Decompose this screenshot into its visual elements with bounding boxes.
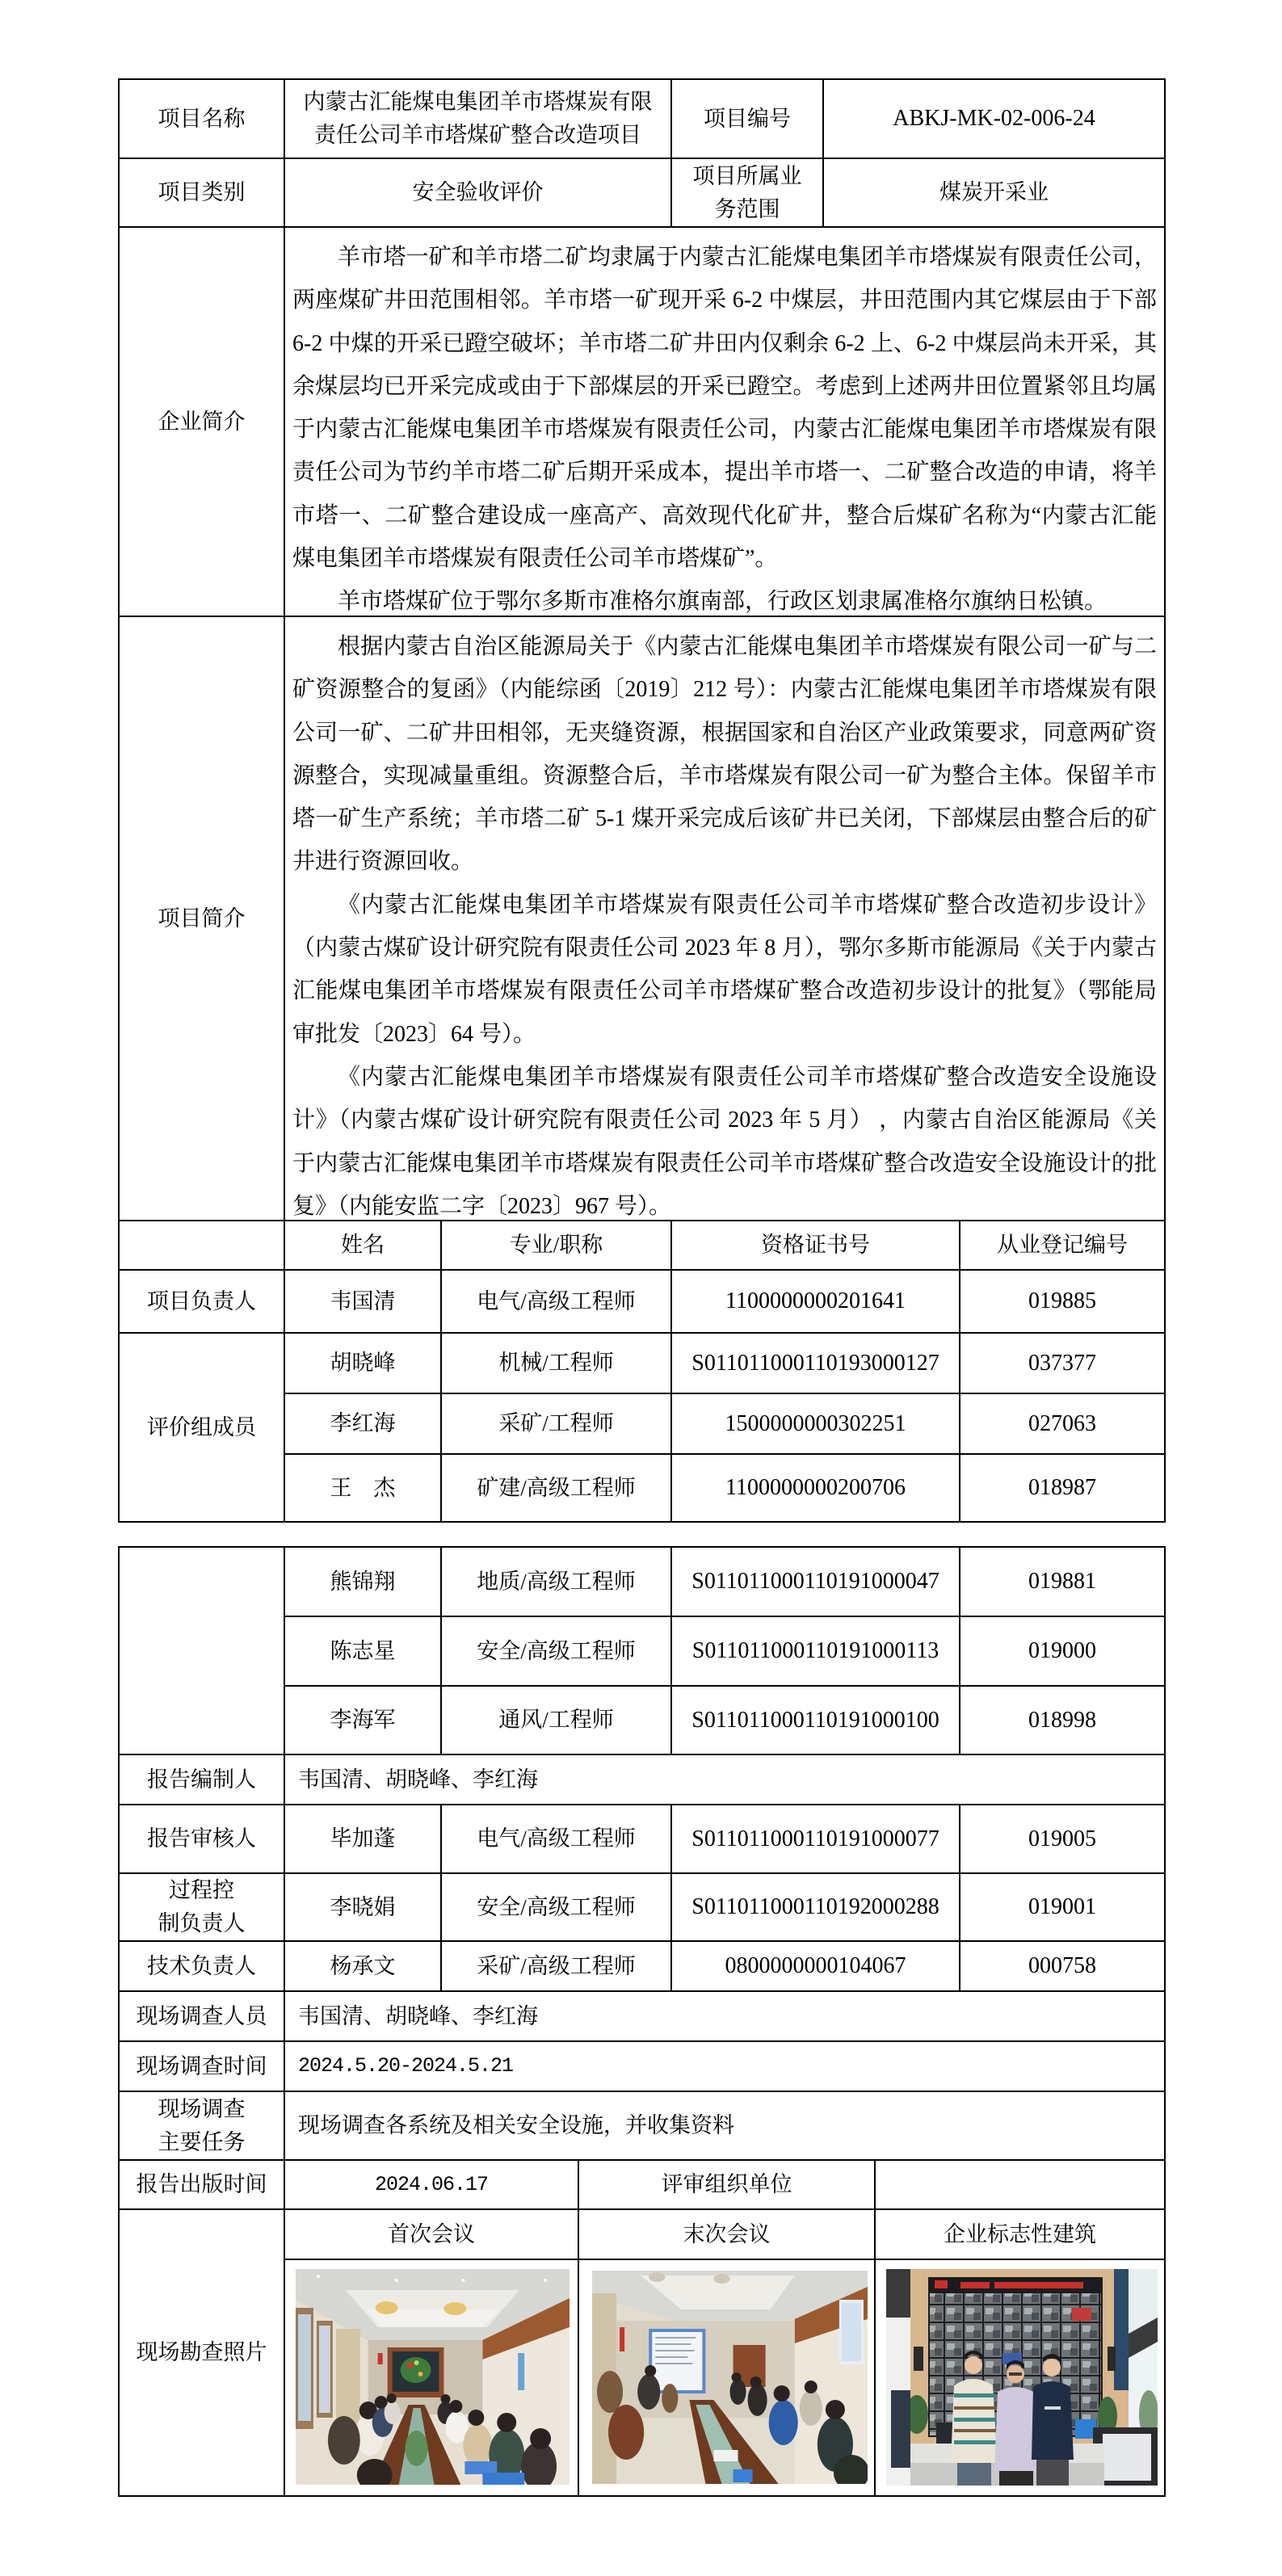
person-name-text: 李海军 <box>330 1708 396 1733</box>
person-title <box>440 1685 672 1755</box>
person-name-text: 杨承文 <box>330 1953 396 1978</box>
survey-time-text: 2024.5.20-2024.5.21 <box>298 2054 514 2078</box>
last-meeting-photo <box>592 2271 868 2484</box>
survey-people-value <box>284 1990 1166 2042</box>
person-name-text: 毕加蓬 <box>330 1826 396 1851</box>
person-cert-text: S011011000110191000077 <box>691 1826 939 1851</box>
project-scope-label <box>670 158 824 228</box>
header-title-text: 专业/职称 <box>509 1233 603 1258</box>
person-reg-text: 019881 <box>1028 1569 1096 1594</box>
person-reg <box>959 1616 1166 1687</box>
survey-task-label-line-1: 现场调查 <box>158 2096 246 2121</box>
person-cert-text: 1100000000201641 <box>725 1288 906 1313</box>
person-reg <box>959 1453 1166 1523</box>
survey-task-text: 现场调查各系统及相关安全设施，并收集资料 <box>298 2113 734 2138</box>
project-name-value <box>284 78 672 159</box>
person-reg-text: 019885 <box>1028 1288 1096 1313</box>
project-name-label-text: 项目名称 <box>158 106 246 131</box>
photo-caption-text: 首次会议 <box>388 2221 475 2246</box>
person-name-text: 韦国清 <box>330 1288 396 1313</box>
survey-people-label-text: 现场调查人员 <box>136 2003 267 2028</box>
person-reg-text: 019000 <box>1028 1638 1096 1663</box>
process-control-label <box>118 1872 285 1942</box>
header-reg-text: 从业登记编号 <box>997 1233 1128 1258</box>
person-name-text: 李晓娟 <box>330 1894 396 1919</box>
project-category-text: 安全验收评价 <box>412 180 544 205</box>
person-title-text: 安全/高级工程师 <box>477 1894 636 1919</box>
person-title-text: 采矿/工程师 <box>498 1411 614 1436</box>
person-reg <box>959 1546 1166 1617</box>
project-category-label <box>118 158 285 228</box>
person-name-text: 胡晓峰 <box>330 1351 396 1376</box>
person-name <box>284 1685 442 1755</box>
person-reg <box>959 1940 1166 1992</box>
photos-label <box>118 2208 285 2497</box>
survey-people-label <box>118 1990 285 2042</box>
person-name <box>284 1332 442 1394</box>
person-title <box>440 1872 672 1942</box>
project-name-label <box>118 78 285 159</box>
person-title-text: 安全/高级工程师 <box>477 1638 636 1663</box>
person-cert <box>670 1685 960 1755</box>
person-reg <box>959 1393 1166 1455</box>
project-code-value <box>822 78 1166 159</box>
person-title <box>440 1546 672 1617</box>
person-reg <box>959 1804 1166 1874</box>
person-title-text: 电气/高级工程师 <box>477 1826 636 1851</box>
review-org-label-text: 评审组织单位 <box>661 2172 792 2197</box>
person-title <box>440 1393 672 1455</box>
team-header-reg <box>959 1220 1166 1271</box>
person-title-text: 电气/高级工程师 <box>477 1288 636 1313</box>
compilers-value-text: 韦国清、胡晓峰、李红海 <box>298 1767 538 1792</box>
person-name-text: 王 杰 <box>330 1475 396 1500</box>
team-header-name <box>284 1220 442 1271</box>
person-title-text: 机械/工程师 <box>498 1351 614 1376</box>
person-name <box>284 1393 442 1455</box>
first-meeting-photo <box>296 2269 570 2485</box>
person-title <box>440 1940 672 1992</box>
company-intro-text <box>284 226 1166 617</box>
project-intro-paragraph: 根据内蒙古自治区能源局关于《内蒙古汇能煤电集团羊市塔煤炭有限公司一矿与二矿资源整合的复函》（内能综函〔2019〕212 号）：内蒙古汇能煤电集团羊市塔煤炭有限公司一矿、二矿井田相邻，无夹缝资源，根据国家和自治区产业政策要求，同意两矿资源整合，实现减量重组。资源整合后，羊市塔煤炭有限公司一矿为整合主体。保留羊市塔一矿生产系统；羊市塔二矿 5-1 煤开采完成后该矿井已关闭，下部煤层由整合后的矿井进行资源回收。 <box>292 634 1157 875</box>
team-header-blank <box>118 1220 285 1271</box>
person-name <box>284 1616 442 1687</box>
team-header-cert <box>670 1220 960 1271</box>
project-name-line-2: 责任公司羊市塔煤矿整合改造项目 <box>314 123 641 147</box>
landmark-building-photo <box>886 2269 1158 2486</box>
project-intro-paragraph: 《内蒙古汇能煤电集团羊市塔煤炭有限责任公司羊市塔煤矿整合改造安全设施设计》（内蒙古煤矿设计研究院有限责任公司 2023 年 5 月） ，内蒙古自治区能源局《关于内蒙古汇能煤电集团羊市塔煤炭有限责任公司羊市塔煤矿整合改造安全设施设计的批复》（内能安监二字〔2023〕967 号）。 <box>292 1064 1157 1219</box>
project-scope-value <box>822 158 1166 228</box>
person-reg <box>959 1269 1166 1334</box>
header-name-text: 姓名 <box>341 1233 385 1258</box>
person-reg <box>959 1685 1166 1755</box>
team-header-title <box>440 1220 672 1271</box>
project-scope-text: 煤炭开采业 <box>939 180 1049 205</box>
compilers-label <box>118 1754 285 1805</box>
photo-caption-last-meeting <box>578 2208 876 2260</box>
person-title <box>440 1616 672 1687</box>
process-control-label-line-1: 过程控 <box>169 1878 234 1902</box>
project-category-label-text: 项目类别 <box>158 180 246 205</box>
person-title <box>440 1453 672 1523</box>
person-name <box>284 1546 442 1617</box>
survey-task-label <box>118 2091 285 2161</box>
person-name <box>284 1804 442 1874</box>
person-reg-text: 018998 <box>1028 1707 1096 1733</box>
project-code-label-text: 项目编号 <box>704 106 791 131</box>
person-title-text: 地质/高级工程师 <box>477 1569 636 1594</box>
compilers-value <box>284 1754 1166 1805</box>
person-title <box>440 1804 672 1874</box>
person-name <box>284 1940 442 1992</box>
person-cert-text: S011011000110192000288 <box>691 1894 939 1919</box>
photos-label-text: 现场勘查照片 <box>136 2340 267 2365</box>
person-cert <box>670 1546 960 1617</box>
publish-label-text: 报告出版时间 <box>136 2172 267 2197</box>
person-cert <box>670 1940 960 1992</box>
survey-people-text: 韦国清、胡晓峰、李红海 <box>298 2003 538 2028</box>
reviewer-label <box>118 1804 285 1874</box>
publish-date-text: 2024.06.17 <box>374 2172 489 2196</box>
person-title-text: 通风/工程师 <box>498 1708 614 1733</box>
person-cert-text: S011011000110193000127 <box>691 1350 939 1376</box>
project-code-label <box>670 78 824 159</box>
reviewer-label-text: 报告审核人 <box>147 1826 256 1851</box>
project-intro-paragraph: 《内蒙古汇能煤电集团羊市塔煤炭有限责任公司羊市塔煤矿整合改造初步设计》（内蒙古煤矿设计研究院有限责任公司 2023 年 8 月），鄂尔多斯市能源局《关于内蒙古汇能煤电集团羊市塔煤炭有限责任公司羊市塔煤矿整合改造初步设计的批复》（鄂能局审批发〔2023〕64 号）。 <box>292 892 1157 1047</box>
review-org-label <box>578 2159 876 2210</box>
person-title-text: 矿建/高级工程师 <box>477 1475 636 1500</box>
publish-label <box>118 2159 285 2210</box>
compilers-label-text: 报告编制人 <box>147 1767 256 1792</box>
person-reg-text: 027063 <box>1028 1410 1096 1436</box>
publish-date <box>284 2159 579 2210</box>
person-title <box>440 1269 672 1334</box>
survey-time-label-text: 现场调查时间 <box>136 2053 267 2078</box>
person-cert <box>670 1393 960 1455</box>
person-cert <box>670 1804 960 1874</box>
person-name <box>284 1872 442 1942</box>
survey-task-value <box>284 2091 1166 2161</box>
technical-label-text: 技术负责人 <box>147 1953 256 1978</box>
person-cert-text: S011011000110191000113 <box>691 1638 939 1663</box>
person-cert-text: S011011000110191000047 <box>691 1569 939 1594</box>
person-title <box>440 1332 672 1394</box>
person-reg-text: 019005 <box>1028 1826 1096 1851</box>
person-reg-text: 037377 <box>1028 1350 1096 1376</box>
person-name-text: 陈志星 <box>330 1638 396 1663</box>
members-label-text: 评价组成员 <box>147 1414 256 1439</box>
person-cert <box>670 1872 960 1942</box>
person-reg <box>959 1872 1166 1942</box>
project-intro-label <box>118 616 285 1221</box>
person-title-text: 采矿/高级工程师 <box>477 1953 636 1978</box>
members-label <box>118 1332 285 1523</box>
person-name <box>284 1269 442 1334</box>
leader-label <box>118 1269 285 1334</box>
person-cert-text: 1100000000200706 <box>725 1475 906 1500</box>
person-reg-text: 019001 <box>1028 1894 1096 1919</box>
survey-time-value <box>284 2040 1166 2092</box>
project-intro-label-text: 项目简介 <box>158 906 246 931</box>
project-name-line-1: 内蒙古汇能煤电集团羊市塔煤炭有限 <box>303 90 653 114</box>
photo-caption-text: 企业标志性建筑 <box>944 2221 1096 2246</box>
photo-caption-first-meeting <box>284 2208 579 2260</box>
members-continued-label <box>118 1546 285 1755</box>
person-cert-text: 1500000000302251 <box>725 1410 906 1436</box>
company-intro-label-text: 企业简介 <box>158 409 246 434</box>
survey-time-label <box>118 2040 285 2092</box>
review-org-value <box>874 2159 1166 2210</box>
person-name-text: 熊锦翔 <box>330 1569 396 1594</box>
person-cert <box>670 1616 960 1687</box>
company-intro-label <box>118 226 285 617</box>
person-cert <box>670 1269 960 1334</box>
person-reg-text: 018987 <box>1028 1475 1096 1500</box>
company-intro-paragraph: 羊市塔一矿和羊市塔二矿均隶属于内蒙古汇能煤电集团羊市塔煤炭有限责任公司，两座煤矿井田范围相邻。羊市塔一矿现开采 6-2 中煤层，井田范围内其它煤层由于下部 6-2 中煤的开采已蹬空破坏；羊市塔二矿井田内仅剩余 6-2 上、6-2 中煤层尚未开采，其余煤层均已开采完成或由于下部煤层的开采已蹬空。考虑到上述两井田位置紧邻且均属于内蒙古汇能煤电集团羊市塔煤炭有限责任公司，内蒙古汇能煤电集团羊市塔煤炭有限责任公司为节约羊市塔二矿后期开采成本，提出羊市塔一、二矿整合改造的申请，将羊市塔一、二矿整合建设成一座高产、高效现代化矿井，整合后煤矿名称为“内蒙古汇能煤电集团羊市塔煤炭有限责任公司羊市塔煤矿”。 <box>292 245 1157 572</box>
project-scope-label-line-2: 务范围 <box>714 196 780 221</box>
person-reg-text: 000758 <box>1028 1953 1096 1978</box>
project-code-text: ABKJ-MK-02-006-24 <box>893 106 1095 131</box>
person-cert <box>670 1453 960 1523</box>
technical-label <box>118 1940 285 1992</box>
project-category-value <box>284 158 672 228</box>
photo-caption-text: 末次会议 <box>683 2221 771 2246</box>
project-intro-text <box>284 616 1166 1221</box>
person-name <box>284 1453 442 1523</box>
survey-task-label-line-2: 主要任务 <box>158 2129 246 2154</box>
person-name-text: 李红海 <box>330 1411 396 1436</box>
photo-caption-landmark <box>874 2208 1166 2260</box>
person-cert-text: 0800000000104067 <box>725 1953 906 1978</box>
person-cert <box>670 1332 960 1394</box>
project-scope-label-line-1: 项目所属业 <box>692 163 802 188</box>
person-cert-text: S011011000110191000100 <box>691 1707 939 1733</box>
process-control-label-line-2: 制负责人 <box>158 1911 246 1935</box>
leader-label-text: 项目负责人 <box>147 1288 256 1313</box>
company-intro-paragraph: 羊市塔煤矿位于鄂尔多斯市准格尔旗南部，行政区划隶属准格尔旗纳日松镇。 <box>338 589 1108 615</box>
person-reg <box>959 1332 1166 1394</box>
header-cert-text: 资格证书号 <box>761 1233 870 1258</box>
